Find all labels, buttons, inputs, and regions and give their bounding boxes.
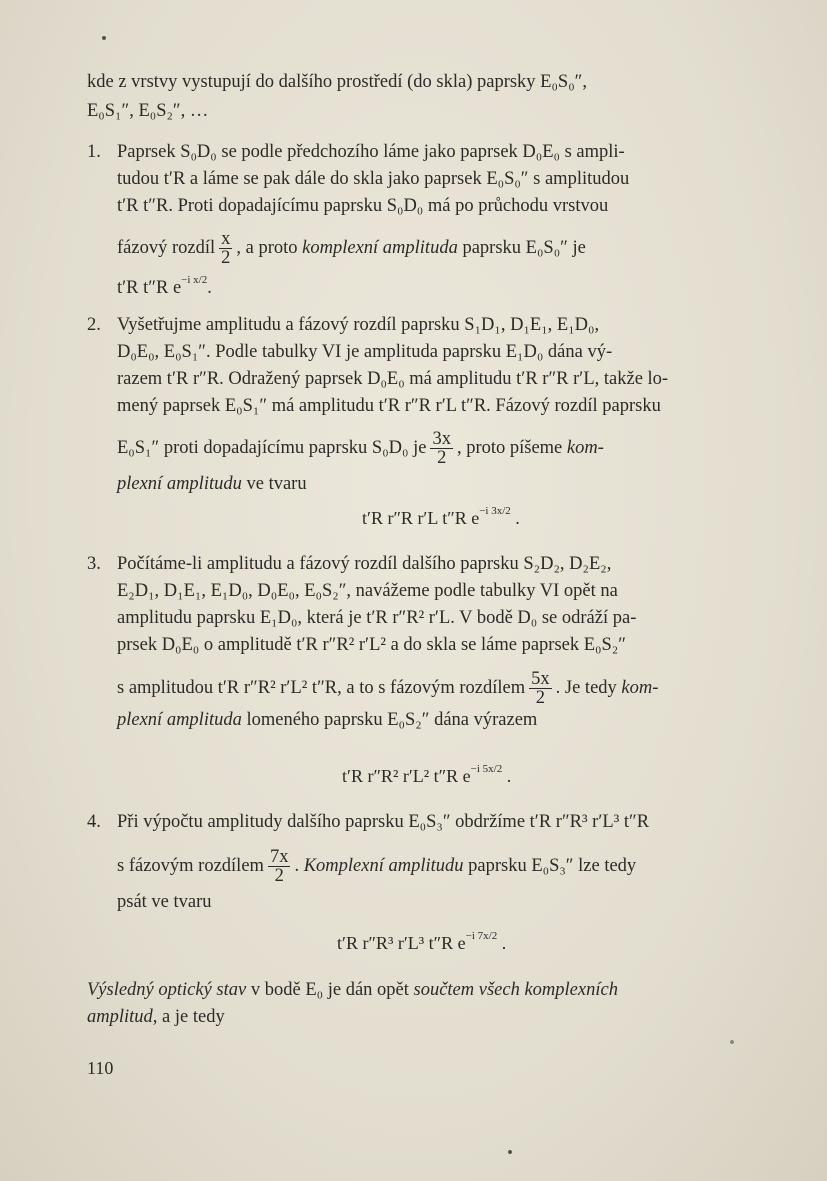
text-line: t′R t″R. Proti dopadajícímu paprsku S₀D₀ má po průchodu vrstvou: [117, 196, 609, 216]
text-span: . Je tedy: [555, 677, 617, 698]
text-line: [117, 708, 537, 732]
period: .: [497, 933, 507, 953]
emphasis: Komplexní amplitudu: [303, 855, 464, 876]
text-span: , proto píšeme: [456, 437, 563, 458]
text-span: paprsku E₀S₀″ je: [462, 237, 586, 258]
item-3-fraction-line: [117, 670, 658, 707]
text-span: ve tvaru: [246, 474, 307, 494]
conclusion-line: [87, 978, 618, 1002]
text-line: amplitudu paprsku E₁D₀, která je t′R r″R² r′L. V bodě D₀ se odráží pa-: [117, 608, 637, 628]
fraction-denominator: 2: [437, 448, 447, 468]
item-number: 2.: [87, 315, 101, 335]
expression-base: t′R r″R³ r′L³ t″R e: [337, 933, 466, 953]
item-2-line: [87, 313, 599, 337]
item-number: 3.: [87, 554, 101, 574]
fraction-denominator: 2: [274, 866, 284, 886]
text-line: kde z vrstvy vystupují do dalšího prostředí (do skla) paprsky E₀S₀″,: [87, 72, 588, 92]
text-span: v bodě E₀ je dán opět: [250, 980, 409, 1000]
period: .: [510, 508, 520, 528]
fraction: [430, 430, 453, 467]
emphasis: kom-: [566, 437, 604, 458]
text-span: .: [294, 855, 300, 876]
text-line: psát ve tvaru: [117, 892, 212, 912]
conclusion-line: [87, 1005, 225, 1029]
expression-exponent: −i 7x/2: [465, 930, 498, 942]
item-4-line: [87, 810, 649, 834]
expression-exponent: −i x/2: [181, 274, 208, 286]
paper-speck: [102, 36, 106, 40]
emphasis: plexní amplitudu: [117, 474, 242, 494]
expression-base: t′R r″R r′L t″R e: [362, 508, 480, 528]
text-line: E₀S₁″, E₀S₂″, …: [87, 101, 209, 121]
fraction: [529, 670, 552, 707]
fraction: [219, 230, 232, 267]
fraction-denominator: 2: [221, 248, 231, 268]
paper-speck: [508, 1150, 512, 1154]
item-number: 4.: [87, 812, 101, 832]
text-span: Počítáme-li amplitudu a fázový rozdíl dalšího paprsku S₂D₂, D₂E₂,: [117, 554, 612, 574]
text-span: E₀S₁″ proti dopadajícímu paprsku S₀D₀ je: [117, 437, 427, 458]
text-span: Při výpočtu amplitudy dalšího paprsku E₀S₃″ obdržíme t′R r″R³ r′L³ t″R: [117, 812, 650, 832]
period: .: [207, 278, 212, 298]
emphasis: amplitud,: [87, 1007, 158, 1027]
expression-base: t′R t″R e: [117, 278, 182, 298]
item-2-equation: [362, 505, 520, 529]
text-span: fázový rozdíl: [117, 237, 216, 258]
fraction-numerator: 7x: [269, 847, 289, 867]
expression-exponent: −i 5x/2: [470, 763, 503, 775]
item-1-expression: [117, 276, 212, 302]
item-1-line: [87, 140, 625, 164]
text-span: s fázovým rozdílem: [117, 855, 264, 876]
emphasis: kom-: [621, 677, 659, 698]
text-line: razem t′R r″R. Odražený paprsek D₀E₀ má amplitudu t′R r″R r′L, takže lo-: [117, 369, 669, 389]
text-line: [117, 472, 307, 496]
text-span: Vyšetřujme amplitudu a fázový rozdíl paprsku S₁D₁, D₁E₁, E₁D₀,: [117, 315, 600, 335]
text-line: mený paprsek E₀S₁″ má amplitudu t′R r″R r′L t″R. Fázový rozdíl paprsku: [117, 396, 661, 416]
item-4-equation: [337, 930, 507, 954]
item-number: 1.: [87, 142, 101, 162]
expression-exponent: −i 3x/2: [479, 505, 511, 517]
text-line: D₀E₀, E₀S₁″. Podle tabulky VI je amplituda paprsku E₁D₀ dána vý-: [117, 342, 613, 362]
fraction-numerator: x: [221, 229, 231, 249]
period: .: [502, 766, 512, 786]
text-line: prsek D₀E₀ o amplitudě t′R r″R² r′L² a do skla se láme paprsek E₀S₂″: [117, 635, 626, 655]
paper-speck: [730, 1040, 734, 1044]
emphasis: komplexní amplituda: [302, 237, 458, 258]
item-1-fraction-line: [117, 230, 586, 267]
text-line: tudou t′R a láme se pak dále do skla jako paprsek E₀S₀″ s amplitudou: [117, 169, 630, 189]
emphasis: plexní amplituda: [117, 710, 242, 730]
text-span: Paprsek S₀D₀ se podle předchozího láme jako paprsek D₀E₀ s ampli-: [117, 142, 625, 162]
item-2-fraction-line: [117, 430, 604, 467]
item-3-line: [87, 552, 611, 576]
text-span: s amplitudou t′R r″R² r′L² t″R, a to s fázovým rozdílem: [117, 677, 526, 698]
text-span: a je tedy: [162, 1007, 225, 1027]
expression-base: t′R r″R² r′L² t″R e: [342, 766, 471, 786]
fraction: [268, 848, 291, 885]
item-3-equation: [342, 763, 512, 787]
text-span: paprsku E₀S₃″ lze tedy: [468, 855, 637, 876]
text-line: E₂D₁, D₁E₁, E₁D₀, D₀E₀, E₀S₂″, navážeme podle tabulky VI opět na: [117, 581, 618, 601]
fraction-numerator: 3x: [432, 429, 451, 449]
emphasis: Výsledný optický stav: [87, 980, 247, 1000]
text-span: , a proto: [236, 237, 298, 258]
item-4-fraction-line: [117, 848, 636, 885]
fraction-numerator: 5x: [531, 669, 550, 689]
page-number: 110: [87, 1058, 114, 1078]
emphasis: součtem všech komplexních: [413, 980, 618, 1000]
text-span: lomeného paprsku E₀S₂″ dána výrazem: [246, 710, 538, 730]
fraction-denominator: 2: [535, 688, 546, 708]
